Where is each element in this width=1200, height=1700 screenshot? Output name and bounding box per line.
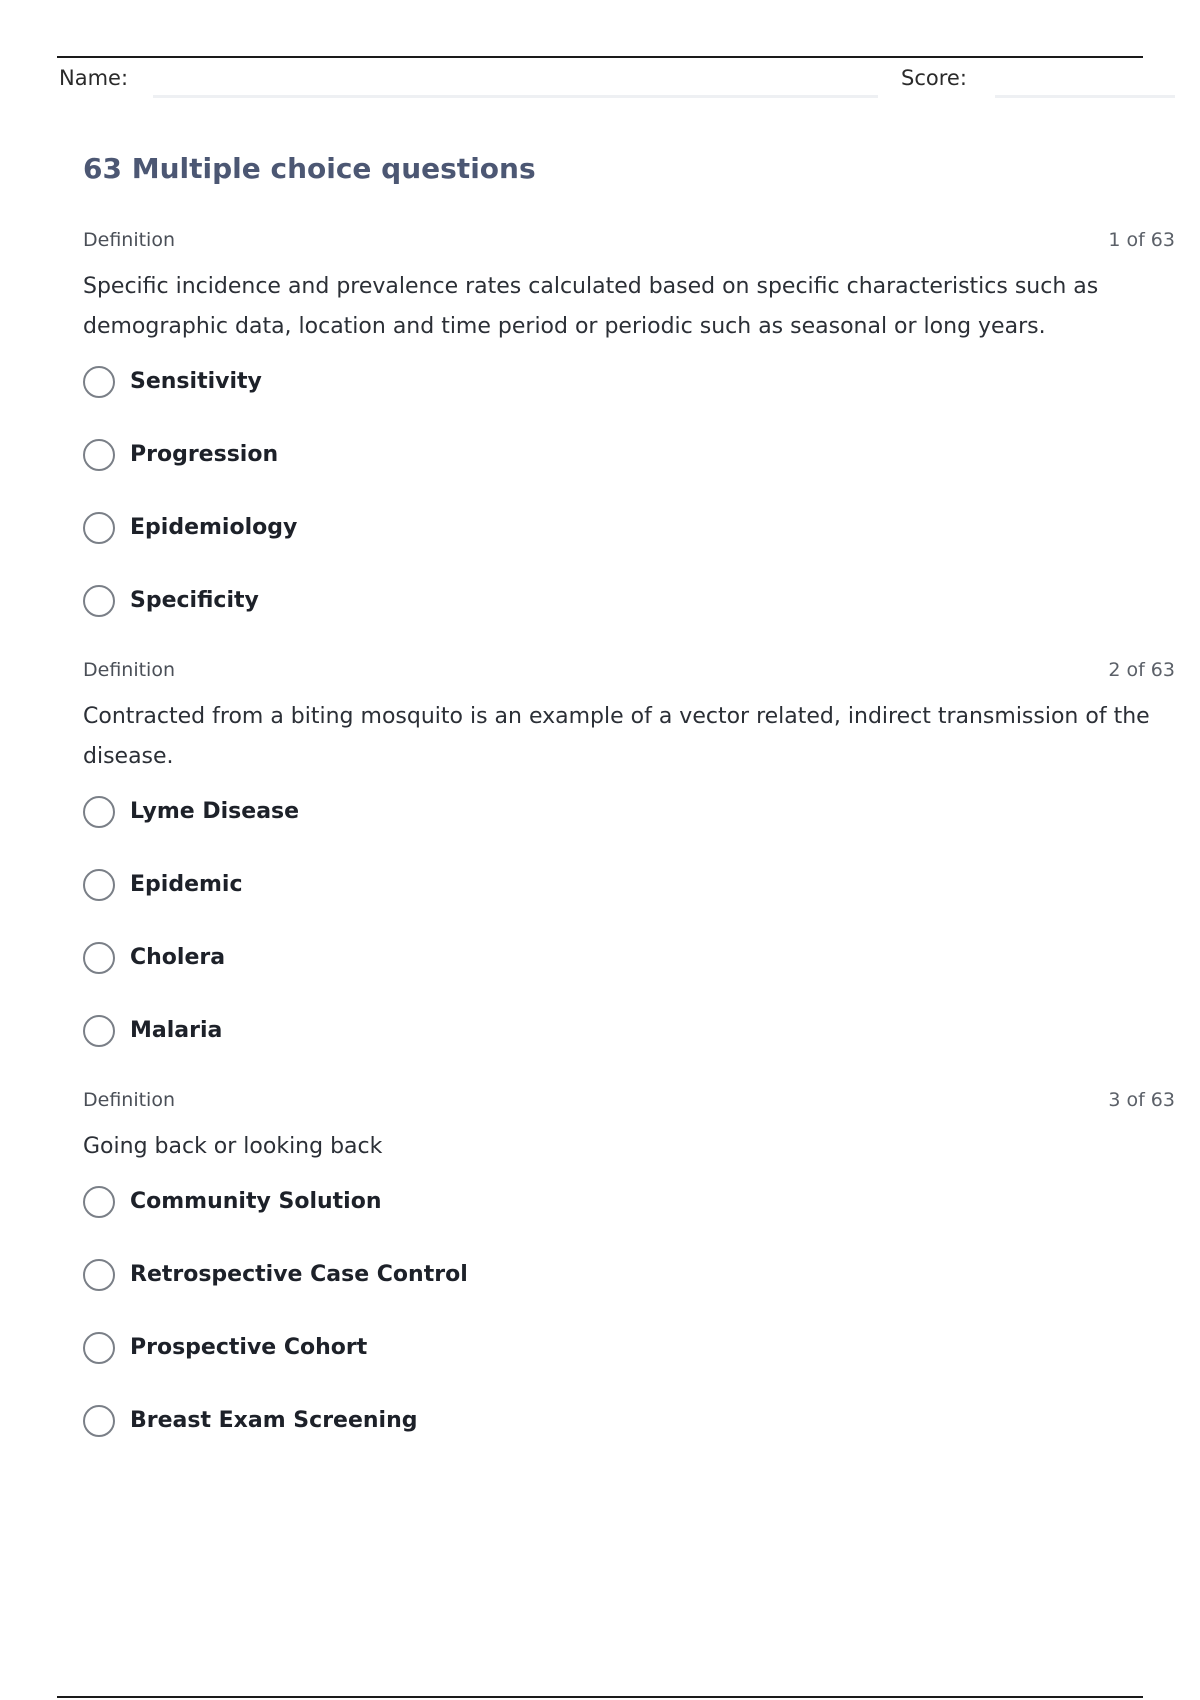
answer-option[interactable] xyxy=(83,866,1175,903)
answer-label: Progression xyxy=(130,442,279,467)
answer-options xyxy=(83,793,1175,1049)
answer-label: Malaria xyxy=(130,1018,223,1043)
score-label: Score: xyxy=(901,66,967,90)
question-1 xyxy=(83,229,1175,655)
answer-option[interactable] xyxy=(83,793,1175,830)
radio-button-icon[interactable] xyxy=(83,439,115,471)
answer-option[interactable] xyxy=(83,1256,1175,1293)
answer-option[interactable] xyxy=(83,939,1175,976)
answer-label: Retrospective Case Control xyxy=(130,1262,468,1287)
answer-option[interactable] xyxy=(83,1012,1175,1049)
radio-button-icon[interactable] xyxy=(83,1332,115,1364)
answer-options xyxy=(83,1183,1175,1439)
answer-option[interactable] xyxy=(83,436,1175,473)
answer-option[interactable] xyxy=(83,582,1175,619)
answer-label: Specificity xyxy=(130,588,259,613)
answer-option[interactable] xyxy=(83,1329,1175,1366)
question-prompt: Specific incidence and prevalence rates calculated based on specific characteristics such as demographic data, location and time period or periodic such as seasonal or long years. xyxy=(83,274,1099,339)
page-title: 63 Multiple choice questions xyxy=(83,152,536,185)
radio-button-icon[interactable] xyxy=(83,512,115,544)
question-type: Definition xyxy=(83,1089,176,1111)
radio-button-icon[interactable] xyxy=(83,1186,115,1218)
top-divider xyxy=(57,56,1143,58)
radio-button-icon[interactable] xyxy=(83,1405,115,1437)
name-label: Name: xyxy=(59,66,129,90)
question-header xyxy=(83,229,1175,255)
radio-button-icon[interactable] xyxy=(83,1015,115,1047)
question-prompt: Going back or looking back xyxy=(83,1134,383,1159)
question-counter: 1 of 63 xyxy=(1108,229,1175,251)
question-3 xyxy=(83,1089,1175,1475)
answer-label: Sensitivity xyxy=(130,369,262,394)
answer-option[interactable] xyxy=(83,1183,1175,1220)
answer-label: Lyme Disease xyxy=(130,799,300,824)
radio-button-icon[interactable] xyxy=(83,366,115,398)
answer-label: Epidemiology xyxy=(130,515,298,540)
question-counter: 3 of 63 xyxy=(1108,1089,1175,1111)
answer-label: Epidemic xyxy=(130,872,243,897)
answer-option[interactable] xyxy=(83,363,1175,400)
question-type: Definition xyxy=(83,659,176,681)
question-2 xyxy=(83,659,1175,1085)
answer-option[interactable] xyxy=(83,509,1175,546)
name-input-line[interactable] xyxy=(153,95,878,98)
answer-label: Cholera xyxy=(130,945,226,970)
radio-button-icon[interactable] xyxy=(83,942,115,974)
question-header xyxy=(83,659,1175,685)
question-type: Definition xyxy=(83,229,176,251)
radio-button-icon[interactable] xyxy=(83,585,115,617)
answer-options xyxy=(83,363,1175,619)
score-input-line[interactable] xyxy=(995,95,1175,98)
answer-label: Breast Exam Screening xyxy=(130,1408,418,1433)
answer-label: Prospective Cohort xyxy=(130,1335,368,1360)
question-prompt: Contracted from a biting mosquito is an example of a vector related, indirect transmission of the disease. xyxy=(83,704,1150,769)
answer-label: Community Solution xyxy=(130,1189,382,1214)
answer-option[interactable] xyxy=(83,1402,1175,1439)
radio-button-icon[interactable] xyxy=(83,869,115,901)
question-counter: 2 of 63 xyxy=(1108,659,1175,681)
bottom-divider xyxy=(57,1696,1143,1698)
radio-button-icon[interactable] xyxy=(83,796,115,828)
radio-button-icon[interactable] xyxy=(83,1259,115,1291)
question-header xyxy=(83,1089,1175,1115)
